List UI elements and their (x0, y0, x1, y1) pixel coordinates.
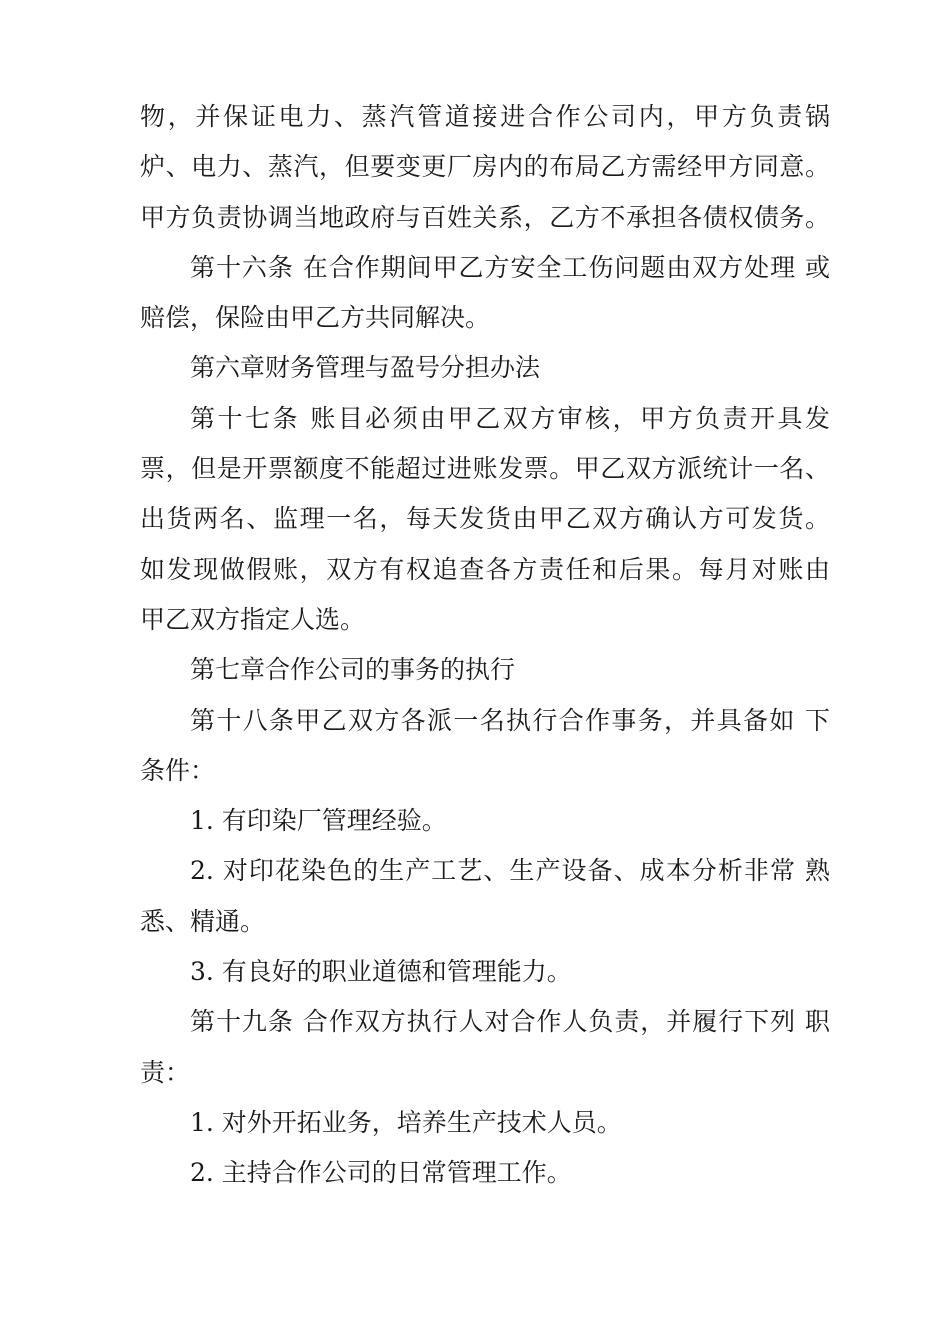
document-body (140, 92, 830, 1199)
text-line: 责： (140, 1057, 191, 1087)
list-item: 2. 主持合作公司的日常管理工作。 (190, 1158, 572, 1188)
text-line: 第十六条 在合作期间甲乙方安全工伤问题由双方处理 或 (190, 252, 830, 282)
list-item: 1. 有印染厂管理经验。 (190, 806, 447, 836)
text-line: 如发现做假账，双方有权追查各方责任和后果。每月对账由 (140, 554, 830, 584)
list-item: 3. 有良好的职业道德和管理能力。 (190, 957, 572, 987)
text-line: 炉、电力、蒸汽，但要变更厂房内的布局乙方需经甲方同意。 (140, 152, 830, 182)
text-line: 出货两名、监理一名，每天发货由甲乙双方确认方可发货。 (140, 504, 830, 534)
text-line: 赔偿，保险由甲乙方共同解决。 (140, 303, 491, 333)
text-line: 条件： (140, 755, 216, 785)
text-line: 第十九条 合作双方执行人对合作人负责，并履行下列 职 (190, 1007, 830, 1037)
chapter-heading: 第六章财务管理与盈号分担办法 (190, 353, 541, 383)
text-line: 物，并保证电力、蒸汽管道接进合作公司内，甲方负责锅 (140, 102, 830, 131)
text-line: 甲方负责协调当地政府与百姓关系，乙方不承担各债权债务。 (140, 202, 830, 232)
text-line: 悉、精通。 (140, 906, 266, 936)
list-item: 1. 对外开拓业务，培养生产技术人员。 (190, 1107, 622, 1137)
text-line: 第十七条 账目必须由甲乙双方审核，甲方负责开具发 (190, 403, 830, 433)
text-line: 第十八条甲乙双方各派一名执行合作事务，并具备如 下 (190, 705, 830, 735)
chapter-heading: 第七章合作公司的事务的执行 (190, 655, 516, 685)
text-line: 甲乙双方指定人选。 (140, 604, 366, 634)
list-item: 2. 对印花染色的生产工艺、生产设备、成本分析非常 熟 (190, 856, 830, 886)
text-line: 票，但是开票额度不能超过进账发票。甲乙双方派统计一名、 (140, 454, 830, 484)
